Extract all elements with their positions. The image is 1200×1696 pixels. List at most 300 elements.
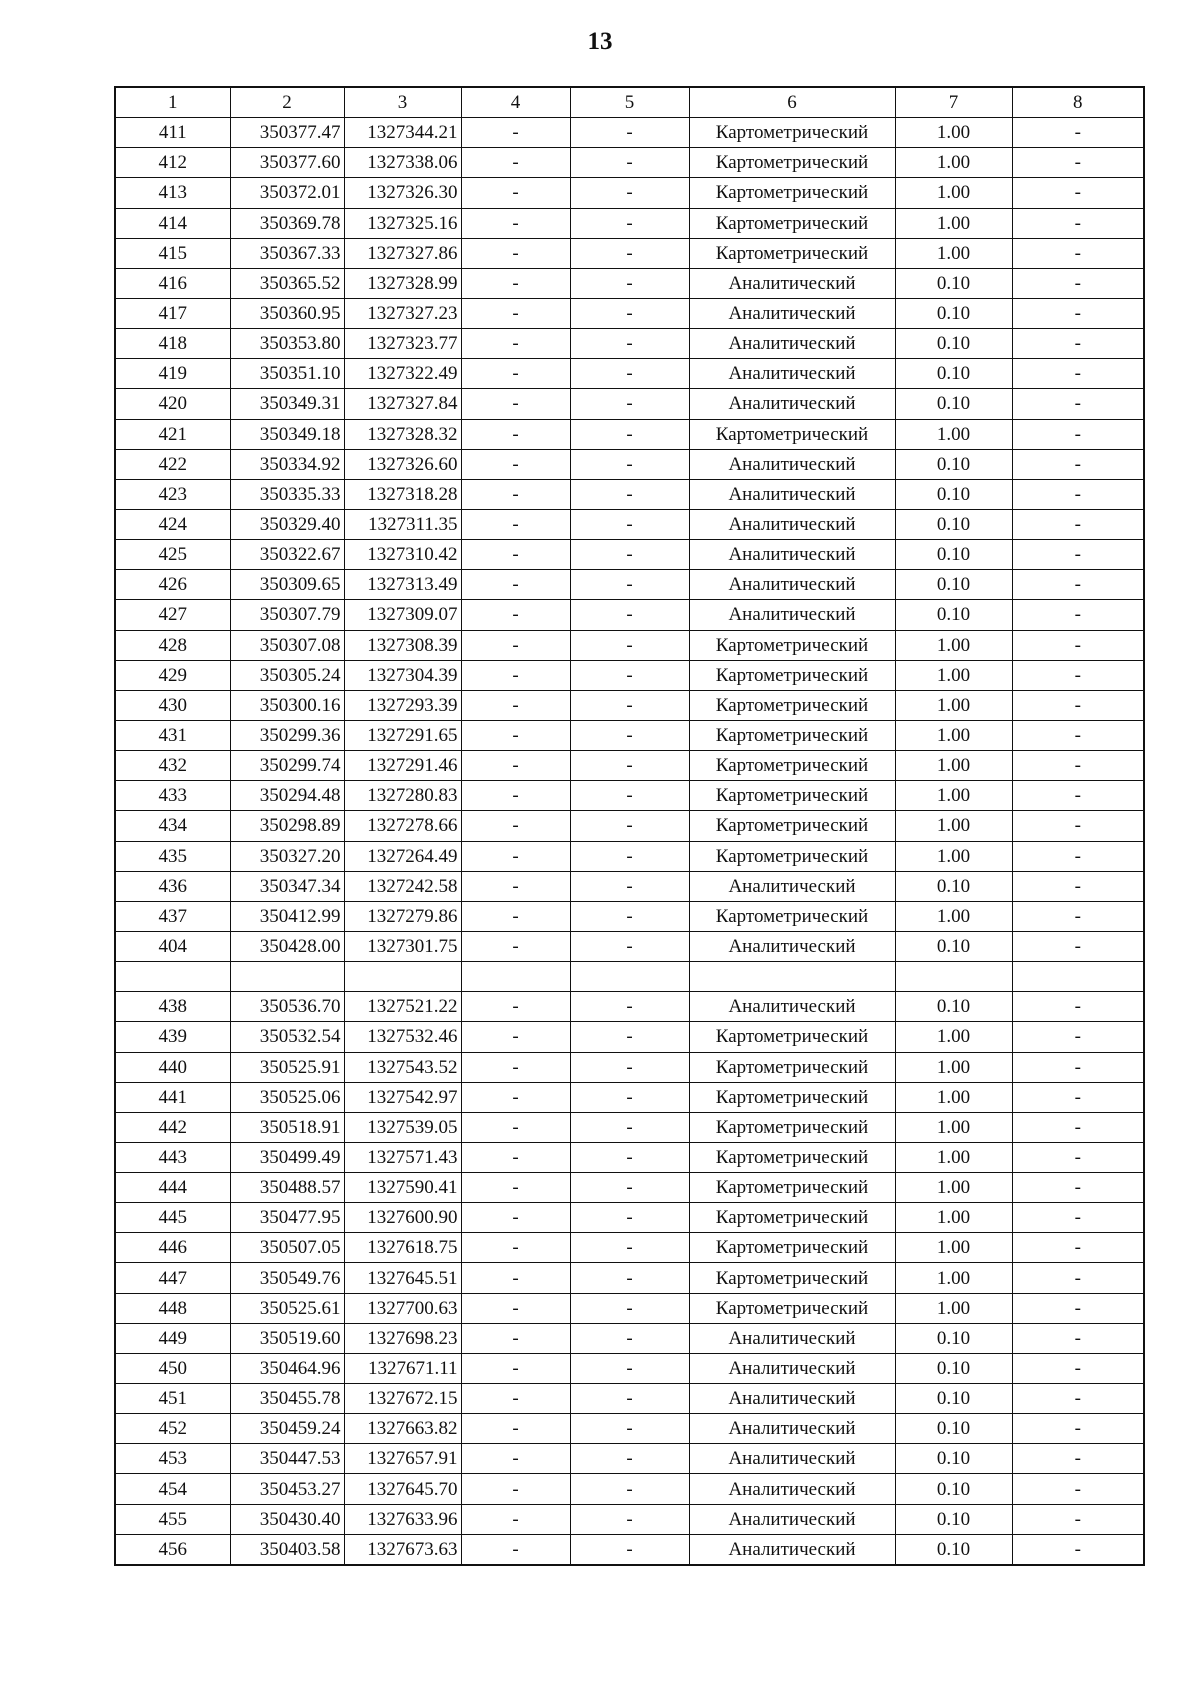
col4-cell: - bbox=[461, 1323, 570, 1353]
x-coordinate-cell: 350412.99 bbox=[230, 901, 344, 931]
col8-cell: - bbox=[1012, 630, 1144, 660]
x-coordinate-cell: 350518.91 bbox=[230, 1112, 344, 1142]
method-cell: Аналитический bbox=[689, 509, 895, 539]
accuracy-cell: 1.00 bbox=[895, 238, 1012, 268]
col5-cell: - bbox=[570, 298, 689, 328]
table-row bbox=[115, 479, 1144, 509]
accuracy-cell bbox=[895, 962, 1012, 992]
table-row bbox=[115, 1233, 1144, 1263]
table-row bbox=[115, 811, 1144, 841]
table-row bbox=[115, 841, 1144, 871]
col4-cell: - bbox=[461, 268, 570, 298]
point-number-cell bbox=[115, 962, 230, 992]
col5-cell: - bbox=[570, 1082, 689, 1112]
col8-cell: - bbox=[1012, 389, 1144, 419]
col5-cell: - bbox=[570, 1474, 689, 1504]
col5-cell: - bbox=[570, 1384, 689, 1414]
method-cell: Картометрический bbox=[689, 148, 895, 178]
col8-cell: - bbox=[1012, 720, 1144, 750]
x-coordinate-cell: 350464.96 bbox=[230, 1353, 344, 1383]
table-row bbox=[115, 359, 1144, 389]
table-row bbox=[115, 962, 1144, 992]
column-header: 8 bbox=[1012, 87, 1144, 118]
y-coordinate-cell: 1327672.15 bbox=[344, 1384, 461, 1414]
y-coordinate-cell: 1327700.63 bbox=[344, 1293, 461, 1323]
col8-cell: - bbox=[1012, 871, 1144, 901]
col5-cell: - bbox=[570, 720, 689, 750]
col8-cell: - bbox=[1012, 479, 1144, 509]
col8-cell: - bbox=[1012, 359, 1144, 389]
col8-cell: - bbox=[1012, 1203, 1144, 1233]
accuracy-cell: 1.00 bbox=[895, 841, 1012, 871]
point-number-cell: 429 bbox=[115, 660, 230, 690]
table-body bbox=[115, 87, 1144, 1565]
y-coordinate-cell: 1327327.84 bbox=[344, 389, 461, 419]
method-cell: Аналитический bbox=[689, 1323, 895, 1353]
col5-cell: - bbox=[570, 509, 689, 539]
method-cell: Картометрический bbox=[689, 1173, 895, 1203]
method-cell: Аналитический bbox=[689, 1534, 895, 1565]
y-coordinate-cell: 1327539.05 bbox=[344, 1112, 461, 1142]
col4-cell: - bbox=[461, 509, 570, 539]
point-number-cell: 449 bbox=[115, 1323, 230, 1353]
y-coordinate-cell: 1327657.91 bbox=[344, 1444, 461, 1474]
accuracy-cell: 1.00 bbox=[895, 720, 1012, 750]
y-coordinate-cell: 1327327.86 bbox=[344, 238, 461, 268]
x-coordinate-cell: 350307.08 bbox=[230, 630, 344, 660]
col8-cell: - bbox=[1012, 1263, 1144, 1293]
accuracy-cell: 0.10 bbox=[895, 479, 1012, 509]
col5-cell: - bbox=[570, 1173, 689, 1203]
method-cell: Картометрический bbox=[689, 1052, 895, 1082]
x-coordinate-cell: 350455.78 bbox=[230, 1384, 344, 1414]
table-row bbox=[115, 419, 1144, 449]
col4-cell: - bbox=[461, 118, 570, 148]
accuracy-cell: 1.00 bbox=[895, 208, 1012, 238]
method-cell: Аналитический bbox=[689, 449, 895, 479]
accuracy-cell: 0.10 bbox=[895, 509, 1012, 539]
accuracy-cell: 0.10 bbox=[895, 359, 1012, 389]
table-row bbox=[115, 268, 1144, 298]
method-cell: Картометрический bbox=[689, 901, 895, 931]
col4-cell: - bbox=[461, 238, 570, 268]
accuracy-cell: 0.10 bbox=[895, 570, 1012, 600]
y-coordinate-cell: 1327338.06 bbox=[344, 148, 461, 178]
col4-cell: - bbox=[461, 600, 570, 630]
col4-cell: - bbox=[461, 1384, 570, 1414]
accuracy-cell: 0.10 bbox=[895, 1534, 1012, 1565]
point-number-cell: 427 bbox=[115, 600, 230, 630]
x-coordinate-cell: 350305.24 bbox=[230, 660, 344, 690]
table-row bbox=[115, 781, 1144, 811]
point-number-cell: 430 bbox=[115, 690, 230, 720]
col4-cell: - bbox=[461, 389, 570, 419]
col8-cell: - bbox=[1012, 1173, 1144, 1203]
y-coordinate-cell: 1327309.07 bbox=[344, 600, 461, 630]
accuracy-cell: 0.10 bbox=[895, 992, 1012, 1022]
col8-cell: - bbox=[1012, 811, 1144, 841]
accuracy-cell: 1.00 bbox=[895, 811, 1012, 841]
y-coordinate-cell: 1327532.46 bbox=[344, 1022, 461, 1052]
col8-cell: - bbox=[1012, 540, 1144, 570]
x-coordinate-cell: 350525.91 bbox=[230, 1052, 344, 1082]
y-coordinate-cell: 1327280.83 bbox=[344, 781, 461, 811]
col8-cell: - bbox=[1012, 781, 1144, 811]
table-row bbox=[115, 1474, 1144, 1504]
table-row bbox=[115, 1534, 1144, 1565]
table-row bbox=[115, 630, 1144, 660]
point-number-cell: 417 bbox=[115, 298, 230, 328]
accuracy-cell: 1.00 bbox=[895, 1203, 1012, 1233]
col4-cell: - bbox=[461, 1112, 570, 1142]
col5-cell: - bbox=[570, 1112, 689, 1142]
accuracy-cell: 1.00 bbox=[895, 1293, 1012, 1323]
col5-cell: - bbox=[570, 992, 689, 1022]
col8-cell: - bbox=[1012, 1293, 1144, 1323]
table-row bbox=[115, 1353, 1144, 1383]
col8-cell: - bbox=[1012, 1052, 1144, 1082]
x-coordinate-cell: 350430.40 bbox=[230, 1504, 344, 1534]
col4-cell: - bbox=[461, 1263, 570, 1293]
table-row bbox=[115, 1022, 1144, 1052]
col8-cell: - bbox=[1012, 1112, 1144, 1142]
accuracy-cell: 0.10 bbox=[895, 268, 1012, 298]
col8-cell: - bbox=[1012, 1444, 1144, 1474]
x-coordinate-cell: 350453.27 bbox=[230, 1474, 344, 1504]
point-number-cell: 434 bbox=[115, 811, 230, 841]
col4-cell: - bbox=[461, 1534, 570, 1565]
point-number-cell: 412 bbox=[115, 148, 230, 178]
table-row bbox=[115, 931, 1144, 961]
col8-cell: - bbox=[1012, 238, 1144, 268]
col4-cell: - bbox=[461, 359, 570, 389]
x-coordinate-cell: 350299.36 bbox=[230, 720, 344, 750]
col4-cell: - bbox=[461, 1203, 570, 1233]
col4-cell: - bbox=[461, 992, 570, 1022]
col5-cell: - bbox=[570, 660, 689, 690]
accuracy-cell: 0.10 bbox=[895, 1504, 1012, 1534]
point-number-cell: 424 bbox=[115, 509, 230, 539]
col5-cell: - bbox=[570, 479, 689, 509]
col4-cell: - bbox=[461, 1173, 570, 1203]
method-cell: Аналитический bbox=[689, 359, 895, 389]
method-cell: Аналитический bbox=[689, 992, 895, 1022]
method-cell: Аналитический bbox=[689, 298, 895, 328]
col4-cell: - bbox=[461, 1444, 570, 1474]
col4-cell: - bbox=[461, 148, 570, 178]
col8-cell: - bbox=[1012, 901, 1144, 931]
col8-cell: - bbox=[1012, 931, 1144, 961]
col4-cell: - bbox=[461, 1233, 570, 1263]
method-cell: Аналитический bbox=[689, 1504, 895, 1534]
method-cell: Картометрический bbox=[689, 751, 895, 781]
col4-cell: - bbox=[461, 901, 570, 931]
accuracy-cell: 1.00 bbox=[895, 1022, 1012, 1052]
col4-cell: - bbox=[461, 479, 570, 509]
accuracy-cell: 0.10 bbox=[895, 389, 1012, 419]
col8-cell: - bbox=[1012, 1353, 1144, 1383]
col8-cell: - bbox=[1012, 600, 1144, 630]
method-cell: Картометрический bbox=[689, 1022, 895, 1052]
point-number-cell: 448 bbox=[115, 1293, 230, 1323]
y-coordinate-cell: 1327671.11 bbox=[344, 1353, 461, 1383]
x-coordinate-cell: 350532.54 bbox=[230, 1022, 344, 1052]
col8-cell: - bbox=[1012, 268, 1144, 298]
point-number-cell: 422 bbox=[115, 449, 230, 479]
col8-cell: - bbox=[1012, 1082, 1144, 1112]
table-header-row bbox=[115, 87, 1144, 118]
table-row bbox=[115, 118, 1144, 148]
col5-cell: - bbox=[570, 1293, 689, 1323]
method-cell: Аналитический bbox=[689, 329, 895, 359]
method-cell: Картометрический bbox=[689, 1112, 895, 1142]
col8-cell: - bbox=[1012, 1504, 1144, 1534]
y-coordinate-cell: 1327326.60 bbox=[344, 449, 461, 479]
point-number-cell: 456 bbox=[115, 1534, 230, 1565]
col5-cell: - bbox=[570, 811, 689, 841]
column-header: 3 bbox=[344, 87, 461, 118]
accuracy-cell: 0.10 bbox=[895, 1444, 1012, 1474]
point-number-cell: 415 bbox=[115, 238, 230, 268]
x-coordinate-cell: 350403.58 bbox=[230, 1534, 344, 1565]
col8-cell: - bbox=[1012, 208, 1144, 238]
col5-cell: - bbox=[570, 690, 689, 720]
col8-cell: - bbox=[1012, 1323, 1144, 1353]
point-number-cell: 450 bbox=[115, 1353, 230, 1383]
method-cell: Аналитический bbox=[689, 389, 895, 419]
y-coordinate-cell: 1327313.49 bbox=[344, 570, 461, 600]
col5-cell: - bbox=[570, 329, 689, 359]
y-coordinate-cell: 1327633.96 bbox=[344, 1504, 461, 1534]
table-row bbox=[115, 540, 1144, 570]
col4-cell: - bbox=[461, 871, 570, 901]
col5-cell: - bbox=[570, 1233, 689, 1263]
x-coordinate-cell: 350377.60 bbox=[230, 148, 344, 178]
table-row bbox=[115, 1323, 1144, 1353]
x-coordinate-cell: 350488.57 bbox=[230, 1173, 344, 1203]
point-number-cell: 414 bbox=[115, 208, 230, 238]
method-cell: Картометрический bbox=[689, 630, 895, 660]
col5-cell: - bbox=[570, 1444, 689, 1474]
table-row bbox=[115, 1504, 1144, 1534]
method-cell: Аналитический bbox=[689, 1353, 895, 1383]
point-number-cell: 442 bbox=[115, 1112, 230, 1142]
table-row bbox=[115, 751, 1144, 781]
column-header: 4 bbox=[461, 87, 570, 118]
page-number: 13 bbox=[587, 28, 613, 55]
x-coordinate-cell: 350525.61 bbox=[230, 1293, 344, 1323]
col8-cell: - bbox=[1012, 178, 1144, 208]
column-header: 1 bbox=[115, 87, 230, 118]
method-cell: Картометрический bbox=[689, 841, 895, 871]
point-number-cell: 426 bbox=[115, 570, 230, 600]
table-row bbox=[115, 178, 1144, 208]
method-cell: Аналитический bbox=[689, 931, 895, 961]
y-coordinate-cell: 1327326.30 bbox=[344, 178, 461, 208]
accuracy-cell: 1.00 bbox=[895, 178, 1012, 208]
table-row bbox=[115, 298, 1144, 328]
col8-cell: - bbox=[1012, 1233, 1144, 1263]
col5-cell: - bbox=[570, 630, 689, 660]
x-coordinate-cell: 350507.05 bbox=[230, 1233, 344, 1263]
accuracy-cell: 1.00 bbox=[895, 1112, 1012, 1142]
col5-cell: - bbox=[570, 600, 689, 630]
x-coordinate-cell: 350536.70 bbox=[230, 992, 344, 1022]
x-coordinate-cell: 350477.95 bbox=[230, 1203, 344, 1233]
point-number-cell: 440 bbox=[115, 1052, 230, 1082]
method-cell: Аналитический bbox=[689, 600, 895, 630]
col5-cell: - bbox=[570, 540, 689, 570]
col8-cell: - bbox=[1012, 419, 1144, 449]
point-number-cell: 443 bbox=[115, 1142, 230, 1172]
point-number-cell: 432 bbox=[115, 751, 230, 781]
x-coordinate-cell: 350298.89 bbox=[230, 811, 344, 841]
method-cell: Картометрический bbox=[689, 1233, 895, 1263]
y-coordinate-cell: 1327328.32 bbox=[344, 419, 461, 449]
accuracy-cell: 1.00 bbox=[895, 1052, 1012, 1082]
col4-cell: - bbox=[461, 1082, 570, 1112]
col8-cell: - bbox=[1012, 570, 1144, 600]
point-number-cell: 441 bbox=[115, 1082, 230, 1112]
col8-cell: - bbox=[1012, 1142, 1144, 1172]
y-coordinate-cell: 1327291.46 bbox=[344, 751, 461, 781]
table-row bbox=[115, 570, 1144, 600]
accuracy-cell: 1.00 bbox=[895, 148, 1012, 178]
table-row bbox=[115, 1414, 1144, 1444]
point-number-cell: 435 bbox=[115, 841, 230, 871]
y-coordinate-cell: 1327590.41 bbox=[344, 1173, 461, 1203]
accuracy-cell: 0.10 bbox=[895, 1474, 1012, 1504]
x-coordinate-cell: 350309.65 bbox=[230, 570, 344, 600]
col4-cell: - bbox=[461, 298, 570, 328]
col8-cell: - bbox=[1012, 992, 1144, 1022]
x-coordinate-cell: 350334.92 bbox=[230, 449, 344, 479]
col4-cell: - bbox=[461, 1504, 570, 1534]
y-coordinate-cell: 1327318.28 bbox=[344, 479, 461, 509]
col8-cell: - bbox=[1012, 841, 1144, 871]
y-coordinate-cell: 1327279.86 bbox=[344, 901, 461, 931]
col4-cell: - bbox=[461, 449, 570, 479]
column-header: 5 bbox=[570, 87, 689, 118]
accuracy-cell: 1.00 bbox=[895, 1263, 1012, 1293]
x-coordinate-cell: 350353.80 bbox=[230, 329, 344, 359]
col5-cell: - bbox=[570, 931, 689, 961]
method-cell: Картометрический bbox=[689, 208, 895, 238]
accuracy-cell: 0.10 bbox=[895, 1384, 1012, 1414]
method-cell: Аналитический bbox=[689, 540, 895, 570]
col5-cell: - bbox=[570, 1022, 689, 1052]
table-row bbox=[115, 992, 1144, 1022]
point-number-cell: 454 bbox=[115, 1474, 230, 1504]
table-row bbox=[115, 901, 1144, 931]
table-row bbox=[115, 1112, 1144, 1142]
col5-cell: - bbox=[570, 1414, 689, 1444]
y-coordinate-cell: 1327308.39 bbox=[344, 630, 461, 660]
col4-cell: - bbox=[461, 570, 570, 600]
point-number-cell: 433 bbox=[115, 781, 230, 811]
point-number-cell: 419 bbox=[115, 359, 230, 389]
point-number-cell: 411 bbox=[115, 118, 230, 148]
table-row bbox=[115, 208, 1144, 238]
y-coordinate-cell: 1327291.65 bbox=[344, 720, 461, 750]
table-row bbox=[115, 1203, 1144, 1233]
x-coordinate-cell: 350349.18 bbox=[230, 419, 344, 449]
method-cell: Картометрический bbox=[689, 1142, 895, 1172]
table-row bbox=[115, 449, 1144, 479]
method-cell: Аналитический bbox=[689, 871, 895, 901]
col4-cell: - bbox=[461, 781, 570, 811]
col5-cell: - bbox=[570, 751, 689, 781]
table-row bbox=[115, 1384, 1144, 1414]
table-row bbox=[115, 389, 1144, 419]
col5-cell: - bbox=[570, 871, 689, 901]
col4-cell: - bbox=[461, 419, 570, 449]
method-cell: Картометрический bbox=[689, 419, 895, 449]
col8-cell: - bbox=[1012, 1534, 1144, 1565]
col8-cell: - bbox=[1012, 751, 1144, 781]
y-coordinate-cell: 1327542.97 bbox=[344, 1082, 461, 1112]
y-coordinate-cell: 1327543.52 bbox=[344, 1052, 461, 1082]
x-coordinate-cell: 350322.67 bbox=[230, 540, 344, 570]
col5-cell: - bbox=[570, 1323, 689, 1353]
method-cell: Аналитический bbox=[689, 1414, 895, 1444]
y-coordinate-cell: 1327293.39 bbox=[344, 690, 461, 720]
col5-cell: - bbox=[570, 268, 689, 298]
accuracy-cell: 1.00 bbox=[895, 901, 1012, 931]
col4-cell: - bbox=[461, 1022, 570, 1052]
y-coordinate-cell: 1327600.90 bbox=[344, 1203, 461, 1233]
col5-cell: - bbox=[570, 238, 689, 268]
col4-cell: - bbox=[461, 1052, 570, 1082]
col5-cell: - bbox=[570, 781, 689, 811]
y-coordinate-cell: 1327311.35 bbox=[344, 509, 461, 539]
col8-cell: - bbox=[1012, 1022, 1144, 1052]
y-coordinate-cell: 1327310.42 bbox=[344, 540, 461, 570]
accuracy-cell: 0.10 bbox=[895, 449, 1012, 479]
y-coordinate-cell: 1327328.99 bbox=[344, 268, 461, 298]
table-row bbox=[115, 1173, 1144, 1203]
x-coordinate-cell: 350367.33 bbox=[230, 238, 344, 268]
y-coordinate-cell: 1327344.21 bbox=[344, 118, 461, 148]
method-cell: Картометрический bbox=[689, 178, 895, 208]
y-coordinate-cell: 1327264.49 bbox=[344, 841, 461, 871]
col4-cell: - bbox=[461, 208, 570, 238]
col4-cell: - bbox=[461, 540, 570, 570]
table-row bbox=[115, 600, 1144, 630]
x-coordinate-cell: 350525.06 bbox=[230, 1082, 344, 1112]
x-coordinate-cell: 350349.31 bbox=[230, 389, 344, 419]
y-coordinate-cell: 1327278.66 bbox=[344, 811, 461, 841]
method-cell: Картометрический bbox=[689, 1203, 895, 1233]
col5-cell: - bbox=[570, 118, 689, 148]
method-cell: Аналитический bbox=[689, 479, 895, 509]
column-header: 6 bbox=[689, 87, 895, 118]
col8-cell: - bbox=[1012, 118, 1144, 148]
col8-cell: - bbox=[1012, 1384, 1144, 1414]
col8-cell: - bbox=[1012, 1414, 1144, 1444]
col4-cell: - bbox=[461, 329, 570, 359]
point-number-cell: 451 bbox=[115, 1384, 230, 1414]
method-cell: Аналитический bbox=[689, 1384, 895, 1414]
x-coordinate-cell: 350499.49 bbox=[230, 1142, 344, 1172]
accuracy-cell: 0.10 bbox=[895, 329, 1012, 359]
col5-cell: - bbox=[570, 1353, 689, 1383]
accuracy-cell: 1.00 bbox=[895, 660, 1012, 690]
method-cell: Картометрический bbox=[689, 1293, 895, 1323]
x-coordinate-cell: 350327.20 bbox=[230, 841, 344, 871]
point-number-cell: 436 bbox=[115, 871, 230, 901]
table-row bbox=[115, 1293, 1144, 1323]
